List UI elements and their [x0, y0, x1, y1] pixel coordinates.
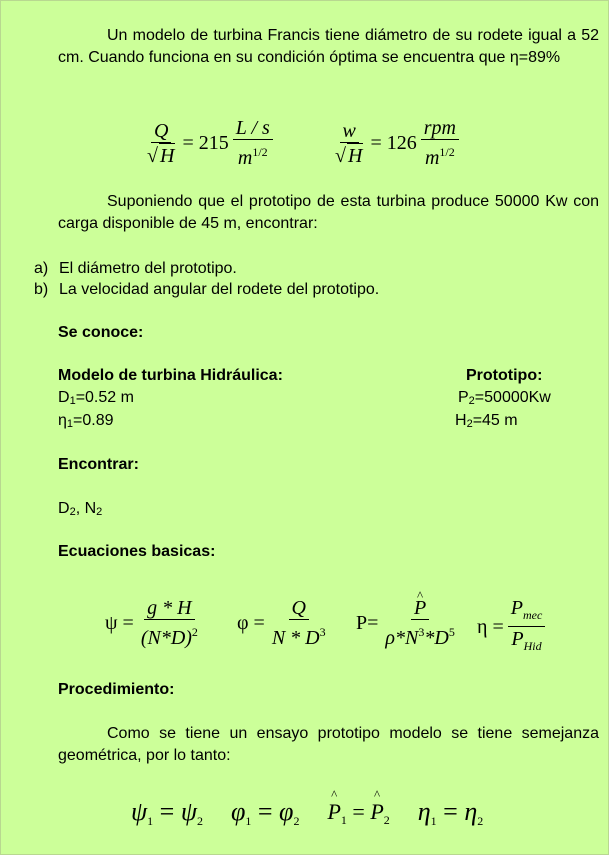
model-heading: Modelo de turbina Hidráulica: — [58, 367, 283, 384]
psi-similarity: ψ1 = ψ2 — [131, 797, 203, 828]
prototype-heading: Prototipo: — [466, 367, 543, 384]
procedure-heading: Procedimiento: — [58, 681, 175, 698]
procedure-paragraph: Como se tiene un ensayo prototipo modelo se tiene semejanza geométrica, por lo tanto: — [58, 725, 599, 764]
ratio-equation-speed: $\frac{w}{√ H}$ = 126 $\frac{\text{rpm}}{m^{1/2}}$ — [332, 117, 459, 170]
eta-similarity: η1 = η2 — [417, 797, 484, 828]
power-similarity: ^ $P_1$ = ^ $P_2$ — [327, 799, 389, 828]
intro-paragraph: Un modelo de turbina Francis tiene diámetro de su rodete igual a 52 cm. Cuando funciona en su condición óptima se encuentra que η=89% — [58, 27, 599, 66]
equations-heading: Ecuaciones basicas: — [58, 543, 216, 560]
model-diameter: $D_1=0.52$ m — [58, 389, 134, 407]
similarity-equations — [131, 797, 483, 829]
question-a-text: El diámetro del prototipo. — [59, 260, 237, 277]
power-coefficient-equation: P= ^ $\frac{P}{\rho*N^3*D^5}$ — [356, 597, 458, 650]
psi-equation: ψ = $\frac{g * H}{(N*D)^2}$ — [105, 597, 198, 649]
supposition-paragraph: Suponiendo que el prototipo de esta turbina produce 50000 Kw con carga disponible de 45 m, encontrar: — [58, 193, 599, 232]
efficiency-equation: η = $\frac{P_{mec}}{P_{Hid}}$ — [477, 597, 545, 658]
speed-fraction: $\frac{w}{√ H}$ — [335, 119, 363, 167]
prototype-power: $P_2=50000Kw$ — [458, 389, 551, 407]
model-efficiency: $\eta_1=0.89$ — [58, 412, 114, 430]
prototype-head: $H_2=45$ m — [455, 412, 518, 430]
question-a: a) — [34, 260, 49, 277]
question-b: b) — [34, 281, 49, 298]
find-values: $D_2$, $N_2$ — [58, 500, 103, 518]
speed-unit-fraction: $\frac{\text{rpm}}{m^{1/2}}$ — [421, 117, 459, 170]
flow-fraction: $\frac{Q}{√ H}$ — [147, 119, 175, 167]
question-b-text: La velocidad angular del rodete del prototipo. — [59, 281, 380, 298]
phi-equation: φ = $\frac{Q}{N * D^3}$ — [237, 597, 326, 649]
flow-unit-fraction: $\frac{L / s}{m^{1/2}}$ — [233, 117, 273, 170]
known-heading: Se conoce: — [58, 324, 144, 341]
ratio-equation-flow: $\frac{Q}{√ H}$ = 215 $\frac{L / s}{m^{1/2}}$ — [144, 117, 273, 170]
phi-similarity: φ1 = φ2 — [230, 797, 300, 828]
find-heading: Encontrar: — [58, 456, 139, 473]
